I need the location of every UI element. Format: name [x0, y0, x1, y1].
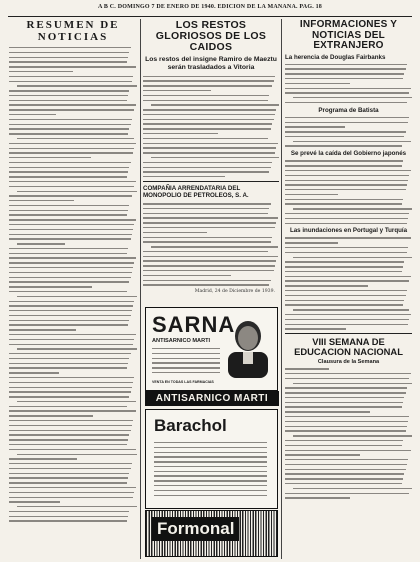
text-line: [285, 271, 402, 272]
text-line: [285, 242, 338, 243]
text-line: [285, 368, 329, 369]
text-line: [285, 295, 406, 296]
text-line: [9, 133, 128, 134]
text-line: [17, 138, 135, 139]
text-line: [285, 73, 404, 74]
text-line: [9, 487, 136, 488]
text-line: [293, 257, 412, 258]
text-line: [285, 478, 403, 479]
text-line: [9, 387, 132, 388]
text-line: [9, 334, 136, 335]
text-line: [9, 76, 133, 77]
barachol-ad-text: [154, 442, 267, 499]
text-line: [151, 157, 279, 158]
company-notice-body: [143, 203, 279, 286]
text-line: [9, 406, 127, 407]
text-line: [9, 143, 136, 144]
text-line: [285, 175, 409, 176]
text-line: [9, 176, 127, 177]
text-line: [9, 157, 91, 158]
text-line: [9, 277, 131, 278]
fairbanks-heading: La herencia de Douglas Fairbanks: [285, 53, 386, 61]
text-line: [9, 195, 132, 196]
japan-body: [285, 160, 412, 224]
text-line: [285, 218, 408, 219]
text-line: [143, 114, 275, 115]
text-line: [9, 119, 132, 120]
text-line: [143, 133, 218, 134]
text-line: [285, 497, 350, 498]
text-line: [9, 224, 134, 225]
education-week-title: VIII SEMANA DE EDUCACION NACIONAL: [294, 336, 403, 357]
news-summary-body: [9, 47, 137, 522]
text-line: [9, 434, 129, 435]
text-line: [285, 459, 408, 460]
text-line: [285, 170, 411, 171]
text-line: [285, 314, 411, 315]
text-line: [293, 208, 412, 209]
text-line: [9, 71, 73, 72]
text-line: [9, 81, 132, 82]
text-line: [9, 463, 132, 464]
text-line: [285, 165, 402, 166]
text-line: [285, 402, 403, 403]
text-line: [143, 143, 278, 144]
text-line: [293, 435, 412, 436]
text-line: [143, 171, 269, 172]
text-line: [143, 251, 268, 252]
text-line: [293, 97, 412, 98]
text-line: [285, 450, 411, 451]
news-summary-title-line1: RESUMEN DE: [26, 20, 120, 31]
text-line: [9, 444, 127, 445]
text-line: [9, 497, 133, 498]
text-line: [285, 319, 409, 320]
batista-body: [285, 117, 412, 147]
text-line: [9, 520, 127, 521]
text-line: [143, 76, 275, 77]
text-line: [9, 420, 133, 421]
text-line: [9, 320, 129, 321]
text-line: [285, 469, 406, 470]
news-summary-title-line2: NOTICIAS: [37, 30, 109, 43]
text-line: [17, 401, 136, 402]
text-line: [9, 200, 74, 201]
text-line: [9, 358, 129, 359]
page-header: A B C. DOMINGO 7 DE ENERO DE 1940. EDICION DE LA MAÑANA. PAG. 18: [97, 4, 323, 10]
text-line: [143, 80, 274, 81]
text-line: [285, 280, 409, 281]
text-line: [9, 468, 131, 469]
text-line: [285, 421, 408, 422]
text-line: [285, 64, 407, 65]
text-line: [9, 186, 134, 187]
text-line: [9, 344, 133, 345]
text-line: [143, 208, 269, 209]
text-line: [285, 213, 409, 214]
company-section-rule: [143, 181, 279, 182]
text-line: [143, 280, 271, 281]
education-week-body: [285, 368, 412, 498]
text-line: [9, 52, 129, 53]
text-line: [9, 61, 127, 62]
text-line: [293, 141, 411, 142]
text-line: [9, 104, 136, 105]
text-line: [285, 416, 409, 417]
text-line: [143, 232, 207, 233]
left-column: [9, 20, 137, 560]
text-line: [9, 95, 128, 96]
text-line: [9, 90, 129, 91]
barachol-ad-title: Barachol: [154, 416, 227, 435]
text-line: [285, 88, 411, 89]
text-line: [143, 227, 275, 228]
text-line: [285, 83, 350, 84]
text-line: [9, 128, 129, 129]
text-line: [9, 253, 127, 254]
japan-heading: Se prevé la caída del Gobierno japonés: [290, 150, 407, 158]
column-divider-right: [281, 19, 282, 559]
sarna-ad-portrait: [224, 316, 272, 378]
text-line: [285, 454, 360, 455]
text-line: [285, 285, 368, 286]
text-line: [285, 223, 407, 224]
text-line: [9, 410, 136, 411]
text-line: [285, 304, 403, 305]
text-line: [9, 396, 129, 397]
text-line: [143, 95, 269, 96]
text-line: [151, 246, 277, 247]
sarna-ad-line2: VENTA EN TODAS LAS FARMACIAS: [152, 380, 214, 384]
text-line: [9, 367, 127, 368]
text-line: [9, 339, 134, 340]
text-line: [9, 167, 129, 168]
text-line: [143, 90, 211, 91]
text-line: [9, 109, 134, 110]
text-line: [293, 488, 412, 489]
text-line: [285, 117, 409, 118]
text-line: [285, 378, 409, 379]
text-line: [293, 383, 412, 384]
company-notice-dateline: Madrid, 24 de Diciembre de 1939.: [194, 289, 275, 295]
text-line: [143, 217, 278, 218]
column-divider-left: [140, 19, 141, 559]
text-line: [285, 203, 402, 204]
text-line: [9, 219, 136, 220]
floods-heading: Las inundaciones en Portugal y Turquía: [289, 227, 408, 235]
text-line: [9, 281, 129, 282]
text-line: [285, 180, 408, 181]
text-line: [285, 199, 403, 200]
text-line: [9, 205, 129, 206]
text-line: [9, 234, 132, 235]
text-line: [285, 440, 403, 441]
text-line: [9, 214, 127, 215]
text-line: [9, 501, 60, 502]
text-line: [285, 493, 409, 494]
text-line: [9, 57, 128, 58]
text-line: [9, 210, 128, 211]
text-line: [9, 391, 131, 392]
formonal-advertisement: [145, 510, 278, 557]
text-line: [9, 272, 132, 273]
formonal-ad-title: Formonal: [152, 517, 239, 541]
text-line: [285, 464, 407, 465]
text-line: [151, 104, 279, 105]
text-line: [9, 382, 133, 383]
text-line: [285, 68, 406, 69]
text-line: [285, 430, 406, 431]
text-line: [143, 123, 272, 124]
text-line: [9, 310, 132, 311]
text-line: [143, 85, 272, 86]
text-line: [285, 373, 411, 374]
text-line: [9, 473, 129, 474]
text-line: [285, 266, 403, 267]
text-line: [285, 290, 407, 291]
text-line: [9, 415, 93, 416]
text-line: [143, 241, 271, 242]
text-line: [9, 181, 136, 182]
text-line: [143, 119, 274, 120]
text-line: [143, 284, 269, 285]
text-line: [9, 449, 136, 450]
text-line: [9, 301, 134, 302]
text-line: [9, 353, 131, 354]
text-line: [143, 256, 278, 257]
text-line: [285, 189, 406, 190]
text-line: [285, 387, 407, 388]
text-line: [285, 122, 408, 123]
text-line: [9, 482, 127, 483]
text-line: [285, 102, 407, 103]
antisarnico-banner: [145, 391, 279, 406]
company-title: COMPAÑIA ARRENDATARIA DEL MONOPOLIO DE PETROLEOS, S. A.: [143, 184, 249, 199]
text-line: [285, 247, 408, 248]
text-line: [285, 324, 408, 325]
text-line: [285, 126, 345, 127]
text-line: [9, 262, 134, 263]
text-line: [9, 162, 131, 163]
text-line: [9, 492, 134, 493]
text-line: [143, 109, 276, 110]
text-line: [17, 454, 137, 455]
text-line: [9, 425, 132, 426]
text-line: [285, 328, 346, 329]
text-line: [9, 100, 127, 101]
text-line: [9, 305, 133, 306]
text-line: [9, 430, 131, 431]
text-line: [285, 473, 404, 474]
text-line: [285, 300, 404, 301]
text-line: [285, 145, 402, 146]
sarna-advertisement: [145, 307, 278, 391]
text-line: [9, 324, 128, 325]
text-line: [9, 291, 127, 292]
text-line: [285, 92, 409, 93]
text-line: [143, 265, 275, 266]
text-line: [9, 114, 56, 115]
text-line: [143, 213, 268, 214]
text-line: [143, 275, 231, 276]
text-line: [9, 377, 134, 378]
text-line: [9, 315, 131, 316]
text-line: [143, 176, 225, 177]
fallen-remains-body: [143, 76, 279, 178]
text-line: [17, 506, 137, 507]
right-column: [285, 20, 412, 560]
text-line: [143, 222, 276, 223]
text-line: [285, 184, 407, 185]
text-line: [9, 363, 128, 364]
text-line: [285, 194, 338, 195]
text-line: [9, 458, 77, 459]
text-line: [285, 160, 403, 161]
text-line: [9, 229, 133, 230]
text-line: [293, 309, 410, 310]
batista-heading: Programa de Batista: [318, 106, 379, 114]
text-line: [9, 439, 128, 440]
sarna-ad-text: [152, 348, 220, 377]
maeztu-subheadline: Los restos del insigne Ramiro de Maeztu serán trasladados a Vitoria: [145, 56, 277, 71]
text-line: [143, 152, 275, 153]
barachol-advertisement: [145, 409, 278, 509]
text-line: [285, 78, 403, 79]
text-line: [143, 147, 276, 148]
text-line: [9, 171, 128, 172]
text-line: [143, 162, 272, 163]
text-line: [9, 477, 128, 478]
foreign-news-title: INFORMACIONES Y NOTICIAS DEL EXTRANJERO: [299, 20, 398, 51]
fairbanks-body: [285, 64, 412, 104]
text-line: [285, 392, 406, 393]
education-week-subheading: Clausura de la Semana: [317, 358, 380, 365]
text-line: [285, 426, 407, 427]
text-line: [285, 131, 406, 132]
text-line: [9, 248, 128, 249]
text-line: [17, 296, 137, 297]
text-line: [143, 203, 271, 204]
text-line: [285, 397, 404, 398]
text-line: [9, 238, 131, 239]
text-line: [9, 47, 131, 48]
text-line: [285, 483, 402, 484]
text-line: [285, 261, 404, 262]
fallen-remains-headline: LOS RESTOS GLORIOSOS DE LOS CAIDOS: [155, 20, 267, 54]
text-line: [9, 148, 134, 149]
education-section-rule: [285, 333, 412, 334]
text-line: [143, 138, 268, 139]
antisarnico-banner-label: ANTISARNICO MARTI: [155, 393, 269, 404]
text-line: [143, 100, 268, 101]
text-line: [143, 270, 274, 271]
text-line: [9, 124, 131, 125]
sarna-ad-line1: ANTISARNICO MARTI: [152, 338, 211, 344]
text-line: [143, 260, 276, 261]
text-line: [285, 276, 411, 277]
text-line: [9, 286, 92, 287]
text-line: [9, 152, 133, 153]
text-line: [9, 66, 136, 67]
text-line: [9, 511, 129, 512]
text-line: [285, 136, 404, 137]
text-line: [285, 406, 402, 407]
text-line: [9, 267, 133, 268]
text-line: [143, 237, 272, 238]
text-line: [9, 516, 128, 517]
text-line: [17, 243, 66, 244]
text-line: [17, 348, 137, 349]
text-line: [9, 329, 76, 330]
text-line: [285, 445, 402, 446]
text-line: [17, 191, 137, 192]
text-line: [143, 128, 271, 129]
floods-body: [285, 237, 412, 329]
text-line: [9, 257, 136, 258]
text-line: [285, 411, 370, 412]
sarna-ad-title: SARNA: [152, 312, 236, 337]
header-rule: [8, 16, 412, 17]
text-line: [285, 237, 411, 238]
text-line: [285, 252, 407, 253]
text-line: [17, 85, 137, 86]
text-line: [9, 372, 59, 373]
text-line: [143, 167, 271, 168]
